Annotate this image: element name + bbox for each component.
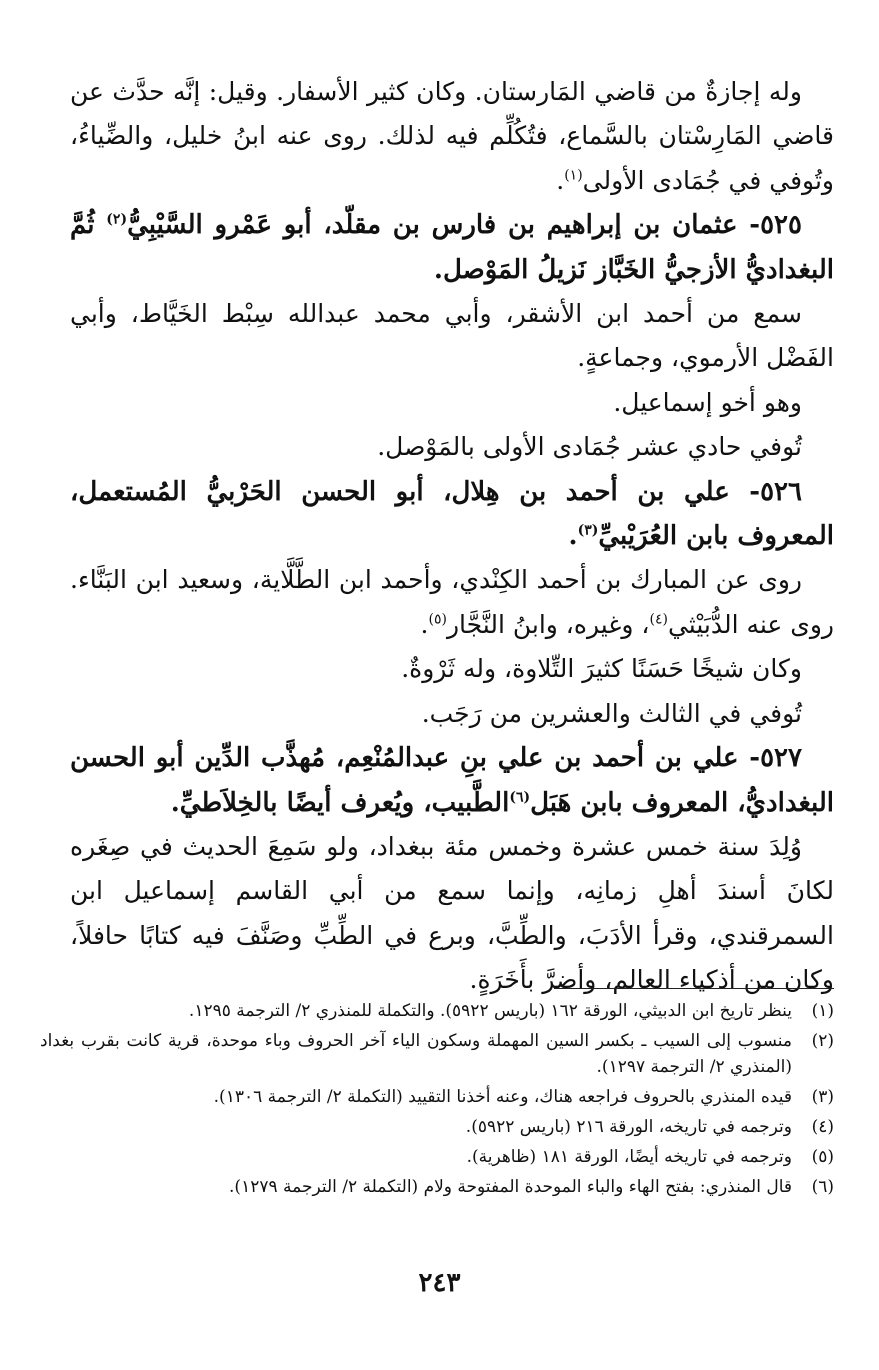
footnote-5 [40, 1144, 834, 1170]
footnote-number: (٢) [811, 1031, 834, 1051]
footnote-text: قيده المنذري بالحروف فراجعه هناك، وعنه أخذنا التقييد (التكملة ٢/ الترجمة ١٣٠٦). [213, 1087, 792, 1107]
footnote-2 [40, 1028, 834, 1080]
entry-heading-526: ٥٢٦- علي بن أحمد بن هِلال، أبو الحسن الحَرْبيُّ المُستعمل، المعروف بابن العُرَيْبيِّ$^{(٣)}$. [70, 476, 834, 552]
paragraph-526-narrators: روى عن المبارك بن أحمد الكِنْدي، وأحمد ابن الطَّلَّاية، وسعيد ابن البَنَّاء. روى عنه الدُّبَيْثي$^{(٤)}$، وغيره، وابنُ النَّجَّار$^{(٥)}$. [70, 565, 834, 639]
paragraph-526-death: تُوفي في الثالث والعشرين من رَجَب. [421, 698, 802, 728]
paragraph-527-biography: وُلِدَ سنة خمس عشرة وخمس مئة ببغداد، ولو سَمِعَ الحديث في صِغَره لكانَ أسندَ أهلِ زمانِه، وإنما سمع من أبي القاسم إسماعيل ابن السمرقندي، وقرأ الأدَبَ، والطِّبَّ، وبرع في الطِّبِّ وصَنَّفَ فيه كتابًا حافلاً، وكان من أذكياء العالم، وأضرَّ بأَخَرَةٍ. [70, 831, 834, 995]
footnote-4 [40, 1114, 834, 1140]
main-text [70, 70, 834, 1003]
paragraph-525-brother: وهو أخو إسماعيل. [613, 387, 802, 417]
footnote-ref-4: (٤) [649, 611, 668, 628]
entry-heading-525: ٥٢٥- عثمان بن إبراهيم بن فارس بن مقلّد، أبو عَمْرو السَّيْبِيُّ$^{(٢)}$ ثُمَّ البغداديُّ الأزجيُّ الخَبَّاز نَزيلُ المَوْصل. [70, 210, 834, 285]
footnote-ref-6: (٦) [509, 788, 531, 805]
footnote-number: (١) [811, 1001, 834, 1021]
entry-heading-527: ٥٢٧- علي بن أحمد بن علي بنِ عبدالمُنْعِم، مُهذَّب الدِّين أبو الحسن البغداديُّ، المعروف بابن هَبَل$^{(٦)}$الطَّبيب، ويُعرف أيضًا بالخِلاَطيِّ. [70, 743, 834, 818]
footnote-6 [40, 1174, 834, 1200]
footnote-text: وترجمه في تاريخه، الورقة ٢١٦ (باريس ٥٩٢٢). [465, 1117, 792, 1137]
footnote-ref-2: (٢) [106, 211, 128, 228]
footnote-number: (٦) [811, 1177, 834, 1197]
paragraph-526-description: وكان شيخًا حَسَنًا كثيرَ التِّلاوة، وله ثَرْوةٌ. [401, 654, 802, 684]
footnote-text: قال المنذري: بفتح الهاء والباء الموحدة المفتوحة ولام (التكملة ٢/ الترجمة ١٢٧٩). [229, 1177, 792, 1197]
footnote-separator [554, 988, 834, 989]
page-number: ٢٤٣ [418, 1268, 461, 1298]
footnotes [40, 998, 834, 1204]
footnote-number: (٤) [811, 1117, 834, 1137]
footnote-3 [40, 1084, 834, 1110]
paragraph-525-death: تُوفي حادي عشر جُمَادى الأولى بالمَوْصل. [377, 432, 802, 462]
footnote-number: (٣) [811, 1087, 834, 1107]
footnote-ref-5: (٥) [428, 611, 447, 628]
footnote-text: منسوب إلى السيب ـ بكسر السين المهملة وسكون الياء آخر الحروف وباء موحدة، قرية كانت بقرب بغداد (المنذري ٢/ الترجمة ١٢٩٧). [40, 1031, 792, 1077]
footnote-text: وترجمه في تاريخه أيضًا، الورقة ١٨١ (ظاهرية). [466, 1147, 792, 1167]
footnote-ref-3: (٣) [577, 522, 599, 539]
footnote-number: (٥) [811, 1147, 834, 1167]
paragraph-524-continued: وله إجازةٌ من قاضي المَارستان. وكان كثير الأسفار. وقيل: إنَّه حدَّث عن قاضي المَارِسْتان بالسَّماع، فتُكُلِّم فيه لذلك. روى عنه ابنُ خليل، والضِّياءُ، وتُوفي في جُمَادى الأولى$^{(١)}$. [70, 77, 834, 195]
footnote-1 [40, 998, 834, 1024]
footnote-text: ينظر تاريخ ابن الدبيثي، الورقة ١٦٢ (باريس ٥٩٢٢). والتكملة للمنذري ٢/ الترجمة ١٢٩٥. [188, 1001, 792, 1021]
footnote-ref-1: (١) [564, 167, 583, 184]
paragraph-525-teachers: سمع من أحمد ابن الأشقر، وأبي محمد عبدالله سِبْط الخَيَّاط، وأبي الفَضْل الأرموي، وجماعةٍ. [70, 299, 834, 373]
